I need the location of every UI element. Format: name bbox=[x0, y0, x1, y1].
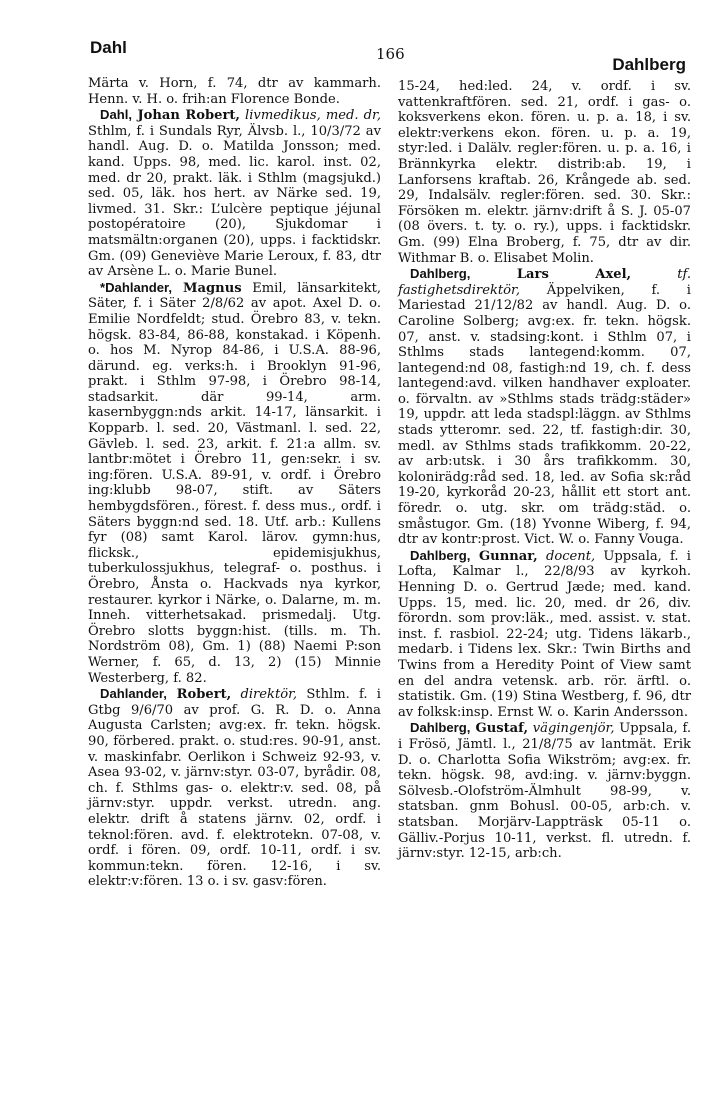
entry-given-name: Gunnar, bbox=[470, 548, 538, 564]
entry: Märta v. Horn, f. 74, dtr av kammarh. Henn. v. H. o. frih:an Florence Bonde. bbox=[88, 76, 381, 107]
entry-text: Äppelviken, f. i Mariestad 21/12/82 av handl. Aug. D. o. Caroline Solberg; avg:ex. fr. tekn. högsk. 07, anst. v. stadsing:kont. i Sthlm 07, i Sthlms stads lantegend:komm. 07, lantegend:nd 08, fastigh:nd 19, ch. f. dess lantegend:avd. vilken handhaver exploater. o. förvaltn. av »Sthlms stads trädg:städer» 19, uppdr. att leda stadspl:läggn. av Sthlms stads ytteromr. sed. 22, tf. fastigh:dir. 30, medl. av Sthlms stads trafikkomm. 20-22, av arb:utsk. i 30 års trafikkomm. 30, kolonirädg:råd sed. 18, led. av Sofia sk:råd 19-20, kyrkoråd 20-23, hållit ett stort ant. föredr. o. utg. skr. om trädg:städ. o. småstugor. Gm. (18) Yvonne Wiberg, f. 94, dtr av kontr:prost. Vict. W. o. Fanny Vouga. bbox=[398, 282, 691, 548]
entry-text: Sthlm. f. i Gtbg 9/6/70 av prof. G. R. D. o. Anna Augusta Carlsten; avg:ex. fr. tekn. högsk. 90, förbered. prakt. o. stud:res. 90-91, anst. v. maskinfabr. Oerlikon i Schweiz 92-93, v. Asea 93-02, v. järnv:styr. 03-07, byrådir. 08, ch. f. Sthlms gas- o. elektr:v. sed. 08, på järnv:styr. uppdr. verkst. utredn. ang. elektr. drift å statens järnv. 02, ordf. i teknol:fören. avd. f. elektrotekn. 07-08, v. ordf. i fören. 09, ordf. 10-11, ordf. i sv. kommun:tekn. fören. 12-16, i sv. elektr:v:fören. 13 o. i sv. gasv:fören. bbox=[88, 687, 381, 890]
entry-given-name: Magnus bbox=[172, 280, 242, 296]
entry-title: docent, bbox=[537, 548, 596, 564]
entry bbox=[398, 720, 691, 861]
entry-text: Emil, länsarkitekt, Säter, f. i Säter 2/8/62 av apot. Axel D. o. Emilie Nordfeldt; stud. Örebro 83, v. tekn. högsk. 83-84, 86-88, konstakad. i Köpenh. o. hos M. Nyrop 84-86, i U.S.A. 88-96, därund. eg. verks:h. i Brooklyn 91-96, prakt. i Sthlm 97-98, i Örebro 98-14, stadsarkit. där 99-14, arm. kasernbyggn:nds arkit. 14-17, länsarkit. i Kopparb. l. sed. 20, Västmanl. l. sed. 22, Gävleb. l. sed. 23, arkit. f. 21:a allm. sv. lantbr:mötet i Örebro 11, gen:sekr. i sv. ing:fören. U.S.A. 89-91, v. ordf. i Örebro ing:klubb 98-07, stift. av Säters hembygdsfören., förest. f. dess mus., ordf. i Säters byggn:nd sed. 18. Utf. arb.: Kullens fyr (08) samt Karol. lärov. gymn:hus, flicksk., epidemisjukhus, tuberkulossjukhus, telegraf- o. posthus. i Örebro, Ånsta o. Hackvads nya kyrkor, restaurer. kyrkor i Närke, o. Dalarne, m. m. Inneh. vitterhetsakad. prismedalj. Utg. Örebro slotts byggn:hist. (tills. m. Th. Nordström 08), Gm. 1) (88) Naemi P:son Werner, f. 65, d. 13, 2) (15) Minnie Westerberg, f. 82. bbox=[88, 280, 381, 686]
entry-title: vägingenjör, bbox=[528, 721, 615, 737]
entry-given-name: Gustaf, bbox=[470, 721, 529, 737]
entry-given-name: Lars Axel, bbox=[470, 267, 632, 283]
page-number: 166 bbox=[376, 45, 405, 63]
entry-text: Uppsala, f. i Frösö, Jämtl. l., 21/8/75 av lantmät. Erik D. o. Charlotta Sofia Wikström; avg:ex. fr. tekn. högsk. 98, avd:ing. v. järnv:byggn. Sölvesb.-Olofström-Älmhult 98-99, v. statsban. gnm Bohusl. 00-05, arb:ch. v. statsban. Morjärv-Lappträsk 05-11 o. Gälliv.-Porjus 10-11, verkst. fl. utredn. f. järnv:styr. 12-15, arb:ch. bbox=[398, 721, 691, 862]
entry-text: Sthlm, f. i Sundals Ryr, Älvsb. l., 10/3/72 av handl. Aug. D. o. Matilda Jonsson; med. kand. Upps. 98, med. lic. karol. inst. 02, med. dr 20, prakt. läk. i Sthlm (magsjukd.) sed. 05, läk. hos hert. av Närke sed. 19, livmed. 31. Skr.: L’ulcère peptique jéjunal postopératoire (20), Sjukdomar i matsmältn:organen (20), upps. i facktidskr. Gm. (09) Geneviève Marie Leroux, f. 83, dtr av Arsène L. o. Marie Bunel. bbox=[88, 123, 381, 280]
entry-surname: Dahlberg, bbox=[410, 720, 471, 736]
entry-title: direktör, bbox=[231, 687, 298, 703]
entry bbox=[398, 266, 691, 548]
right-column bbox=[398, 78, 691, 862]
entry bbox=[398, 548, 691, 721]
entry-given-name: Johan Robert, bbox=[132, 108, 240, 124]
entry bbox=[88, 280, 381, 686]
left-column bbox=[88, 75, 381, 890]
entry-title: tf. fastighetsdirektör, bbox=[398, 267, 691, 298]
entry bbox=[88, 107, 381, 280]
entry-text: Uppsala, f. i Lofta, Kalmar l., 22/8/93 av kyrkoh. Henning D. o. Gertrud Jæde; med. kand. Upps. 15, med. lic. 20, med. dr 26, div. förordn. som prov:läk., med. assist. v. stat. inst. f. rasbiol. 22-24; utg. Tidens läkarb., medarb. i Tidens lex. Skr.: Twin Births and Twins from a Heredity Point of View samt en del andra vetensk. arb. rör. ärftl. o. statistik. Gm. (19) Stina Westberg, f. 96, dtr av folksk:insp. Ernst W. o. Karin Andersson. bbox=[398, 548, 691, 720]
entry: 15-24, hed:led. 24, v. ordf. i sv. vattenkraftfören. sed. 21, ordf. i gas- o. koksverkens ekon. fören. u. p. a. 18, i sv. elektr:verkens ekon. fören. u. p. a. 19, styr:led. i Dalälv. regler:fören. u. p. a. 16, i Brännkyrka elektr. distrib:ab. 19, i Lanforsens kraftab. 26, Krångede ab. sed. 29, Indalsälv. regler:fören. sed. 30. Skr.: Försöken m. elektr. järnv:drift å S. J. 05-07 (08 övers. t. ty. o. ry.), upps. i facktidskr. Gm. (99) Elna Broberg, f. 75, dtr av dir. Withmar B. o. Elisabet Molin. bbox=[398, 79, 691, 266]
entry-surname: Dahlberg, bbox=[410, 547, 471, 563]
entry-title: livmedikus, med. dr, bbox=[239, 108, 381, 124]
entry-surname: Dahlberg, bbox=[410, 266, 471, 282]
running-header-right: Dahlberg bbox=[612, 55, 686, 74]
running-header-left: Dahl bbox=[90, 38, 127, 57]
entry-surname: *Dahlander, bbox=[100, 279, 173, 295]
entry bbox=[88, 686, 381, 890]
entry-surname: Dahlander, bbox=[100, 686, 167, 702]
entry-surname: Dahl, bbox=[100, 107, 133, 123]
entry-given-name: Robert, bbox=[166, 687, 232, 703]
